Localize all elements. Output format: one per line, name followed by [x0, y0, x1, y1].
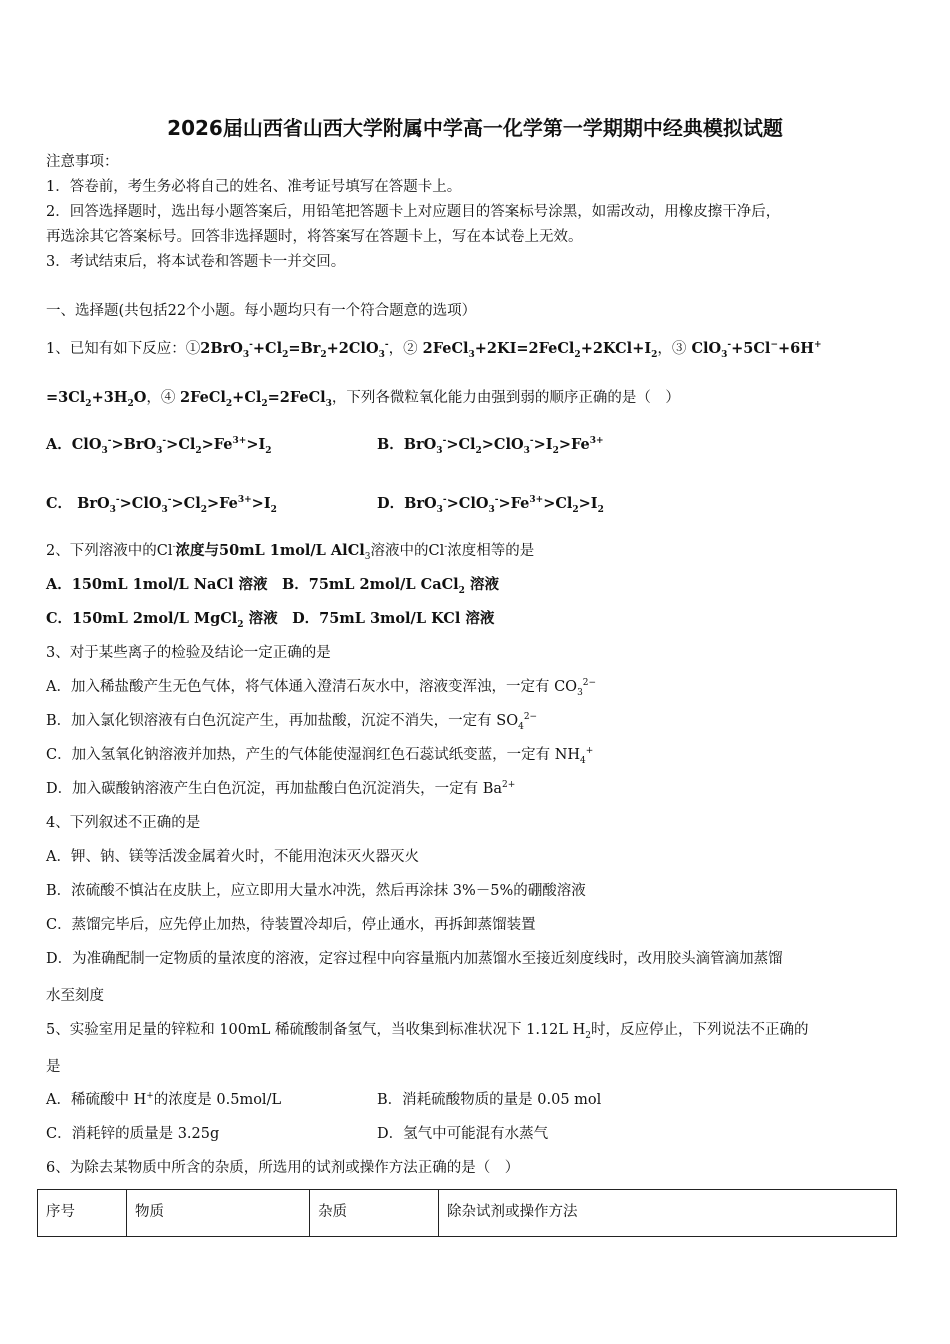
notice-item-1: 1．答卷前，考生务必将自己的姓名、准考证号填写在答题卡上。 [46, 179, 462, 195]
q1-option-b[interactable]: B．$BrO_3^->Cl_2>ClO_3^->I_2>Fe^{3+}$ [377, 436, 604, 456]
notice-item-3: 3．考试结束后，将本试卷和答题卡一并交回。 [46, 254, 346, 270]
q2-options-ab[interactable]: A．150mL 1mol/L NaCl 溶液 B．75mL 2mol/L CaCl$_2$ 溶液 [46, 576, 499, 596]
q4-option-b[interactable]: B．浓硫酸不慎沾在皮肤上，应立即用大量水冲洗，然后再涂抹 3%－5%的硼酸溶液 [46, 883, 586, 899]
q5-option-a[interactable]: A．稀硫酸中 H+的浓度是 0.5mol/L [46, 1091, 282, 1108]
q1-option-a[interactable]: A．$ClO_3^->BrO_3^->Cl_2>Fe^{3+}>I_2$ [46, 436, 272, 456]
notice-item-2: 2．回答选择题时，选出每小题答案后，用铅笔把答题卡上对应题目的答案标号涂黑，如需改动，用橡皮擦干净后， [46, 204, 781, 220]
col-header-method: 除杂试剂或操作方法 [439, 1190, 897, 1237]
q5-stem-cont: 是 [46, 1059, 61, 1075]
q3-option-c[interactable]: C．加入氢氧化钠溶液并加热，产生的气体能使湿润红色石蕊试纸变蓝，一定有 $NH_4^+$ [46, 746, 594, 766]
q4-option-d-cont: 水至刻度 [46, 988, 104, 1004]
q4-option-d[interactable]: D．为准确配制一定物质的量浓度的溶液，定容过程中向容量瓶内加蒸馏水至接近刻度线时，改用胶头滴管滴加蒸馏 [46, 951, 783, 967]
table-header-row [38, 1190, 897, 1237]
q3-option-d[interactable]: D．加入碳酸钠溶液产生白色沉淀，再加盐酸白色沉淀消失，一定有 $Ba^{2+}$ [46, 780, 516, 797]
q1-line1: 1、已知有如下反应：$①2BrO_3^-+Cl_2=Br_2+2ClO_3^-$，② $2FeCl_3+2KI=2FeCl_2+2KCl+I_2$，③ ClO$_3$-+5Cl−+6H+ [46, 340, 822, 360]
q5-option-d[interactable]: D．氢气中可能混有水蒸气 [377, 1126, 549, 1142]
q3-option-b[interactable]: B．加入氯化钡溶液有白色沉淀产生，再加盐酸，沉淀不消失，一定有 $SO_4^{2-}$ [46, 712, 538, 732]
q4-stem: 4、下列叙述不正确的是 [46, 815, 201, 831]
section-heading: 一、选择题(共包括22个小题。每小题均只有一个符合题意的选项） [46, 303, 477, 319]
col-header-index: 序号 [38, 1190, 127, 1237]
q2-stem: 2、下列溶液中的Cl-浓度与50mL 1mol/L AlCl$_3$溶液中的Cl-浓度相等的是 [46, 542, 535, 562]
q1-line2: $=3Cl_2+3H_2O$，④ $2FeCl_2+Cl_2=2FeCl_3$，下列各微粒氧化能力由强到弱的顺序正确的是（ ） [46, 389, 680, 409]
q3-stem: 3、对于某些离子的检验及结论一定正确的是 [46, 645, 331, 661]
notice-item-2-cont: 再选涂其它答案标号。回答非选择题时，将答案写在答题卡上，写在本试卷上无效。 [46, 229, 583, 245]
q1-option-d[interactable]: D．$BrO_3^->ClO_3^->Fe^{3+}>Cl_2>I_2$ [377, 495, 604, 515]
q6-stem: 6、为除去某物质中所含的杂质，所选用的试剂或操作方法正确的是（ ） [46, 1160, 520, 1176]
q4-option-c[interactable]: C．蒸馏完毕后，应先停止加热，待装置冷却后，停止通水，再拆卸蒸馏装置 [46, 917, 536, 933]
notice-heading: 注意事项： [46, 154, 119, 170]
q5-option-b[interactable]: B．消耗硫酸物质的量是 0.05 mol [377, 1092, 602, 1108]
q3-option-a[interactable]: A．加入稀盐酸产生无色气体，将气体通入澄清石灰水中，溶液变浑浊，一定有 $CO_3^{2-}$ [46, 678, 597, 698]
q1-option-c[interactable]: C． $BrO_3^->ClO_3^->Cl_2>Fe^{3+}>I_2$ [46, 495, 277, 515]
col-header-impurity: 杂质 [310, 1190, 439, 1237]
q5-stem: 5、实验室用足量的锌粒和 100mL 稀硫酸制备氢气，当收集到标准状况下 1.12L $H_2$时，反应停止，下列说法不正确的 [46, 1022, 809, 1041]
col-header-substance: 物质 [127, 1190, 310, 1237]
page-title: 2026届山西省山西大学附属中学高一化学第一学期期中经典模拟试题 [167, 116, 783, 140]
q5-option-c[interactable]: C．消耗锌的质量是 3.25g [46, 1126, 220, 1142]
q6-table [37, 1189, 897, 1237]
q4-option-a[interactable]: A．钾、钠、镁等活泼金属着火时，不能用泡沫灭火器灭火 [46, 849, 419, 865]
q2-options-cd[interactable]: C．150mL 2mol/L MgCl$_2$ 溶液 D．75mL 3mol/L KCl 溶液 [46, 610, 495, 630]
